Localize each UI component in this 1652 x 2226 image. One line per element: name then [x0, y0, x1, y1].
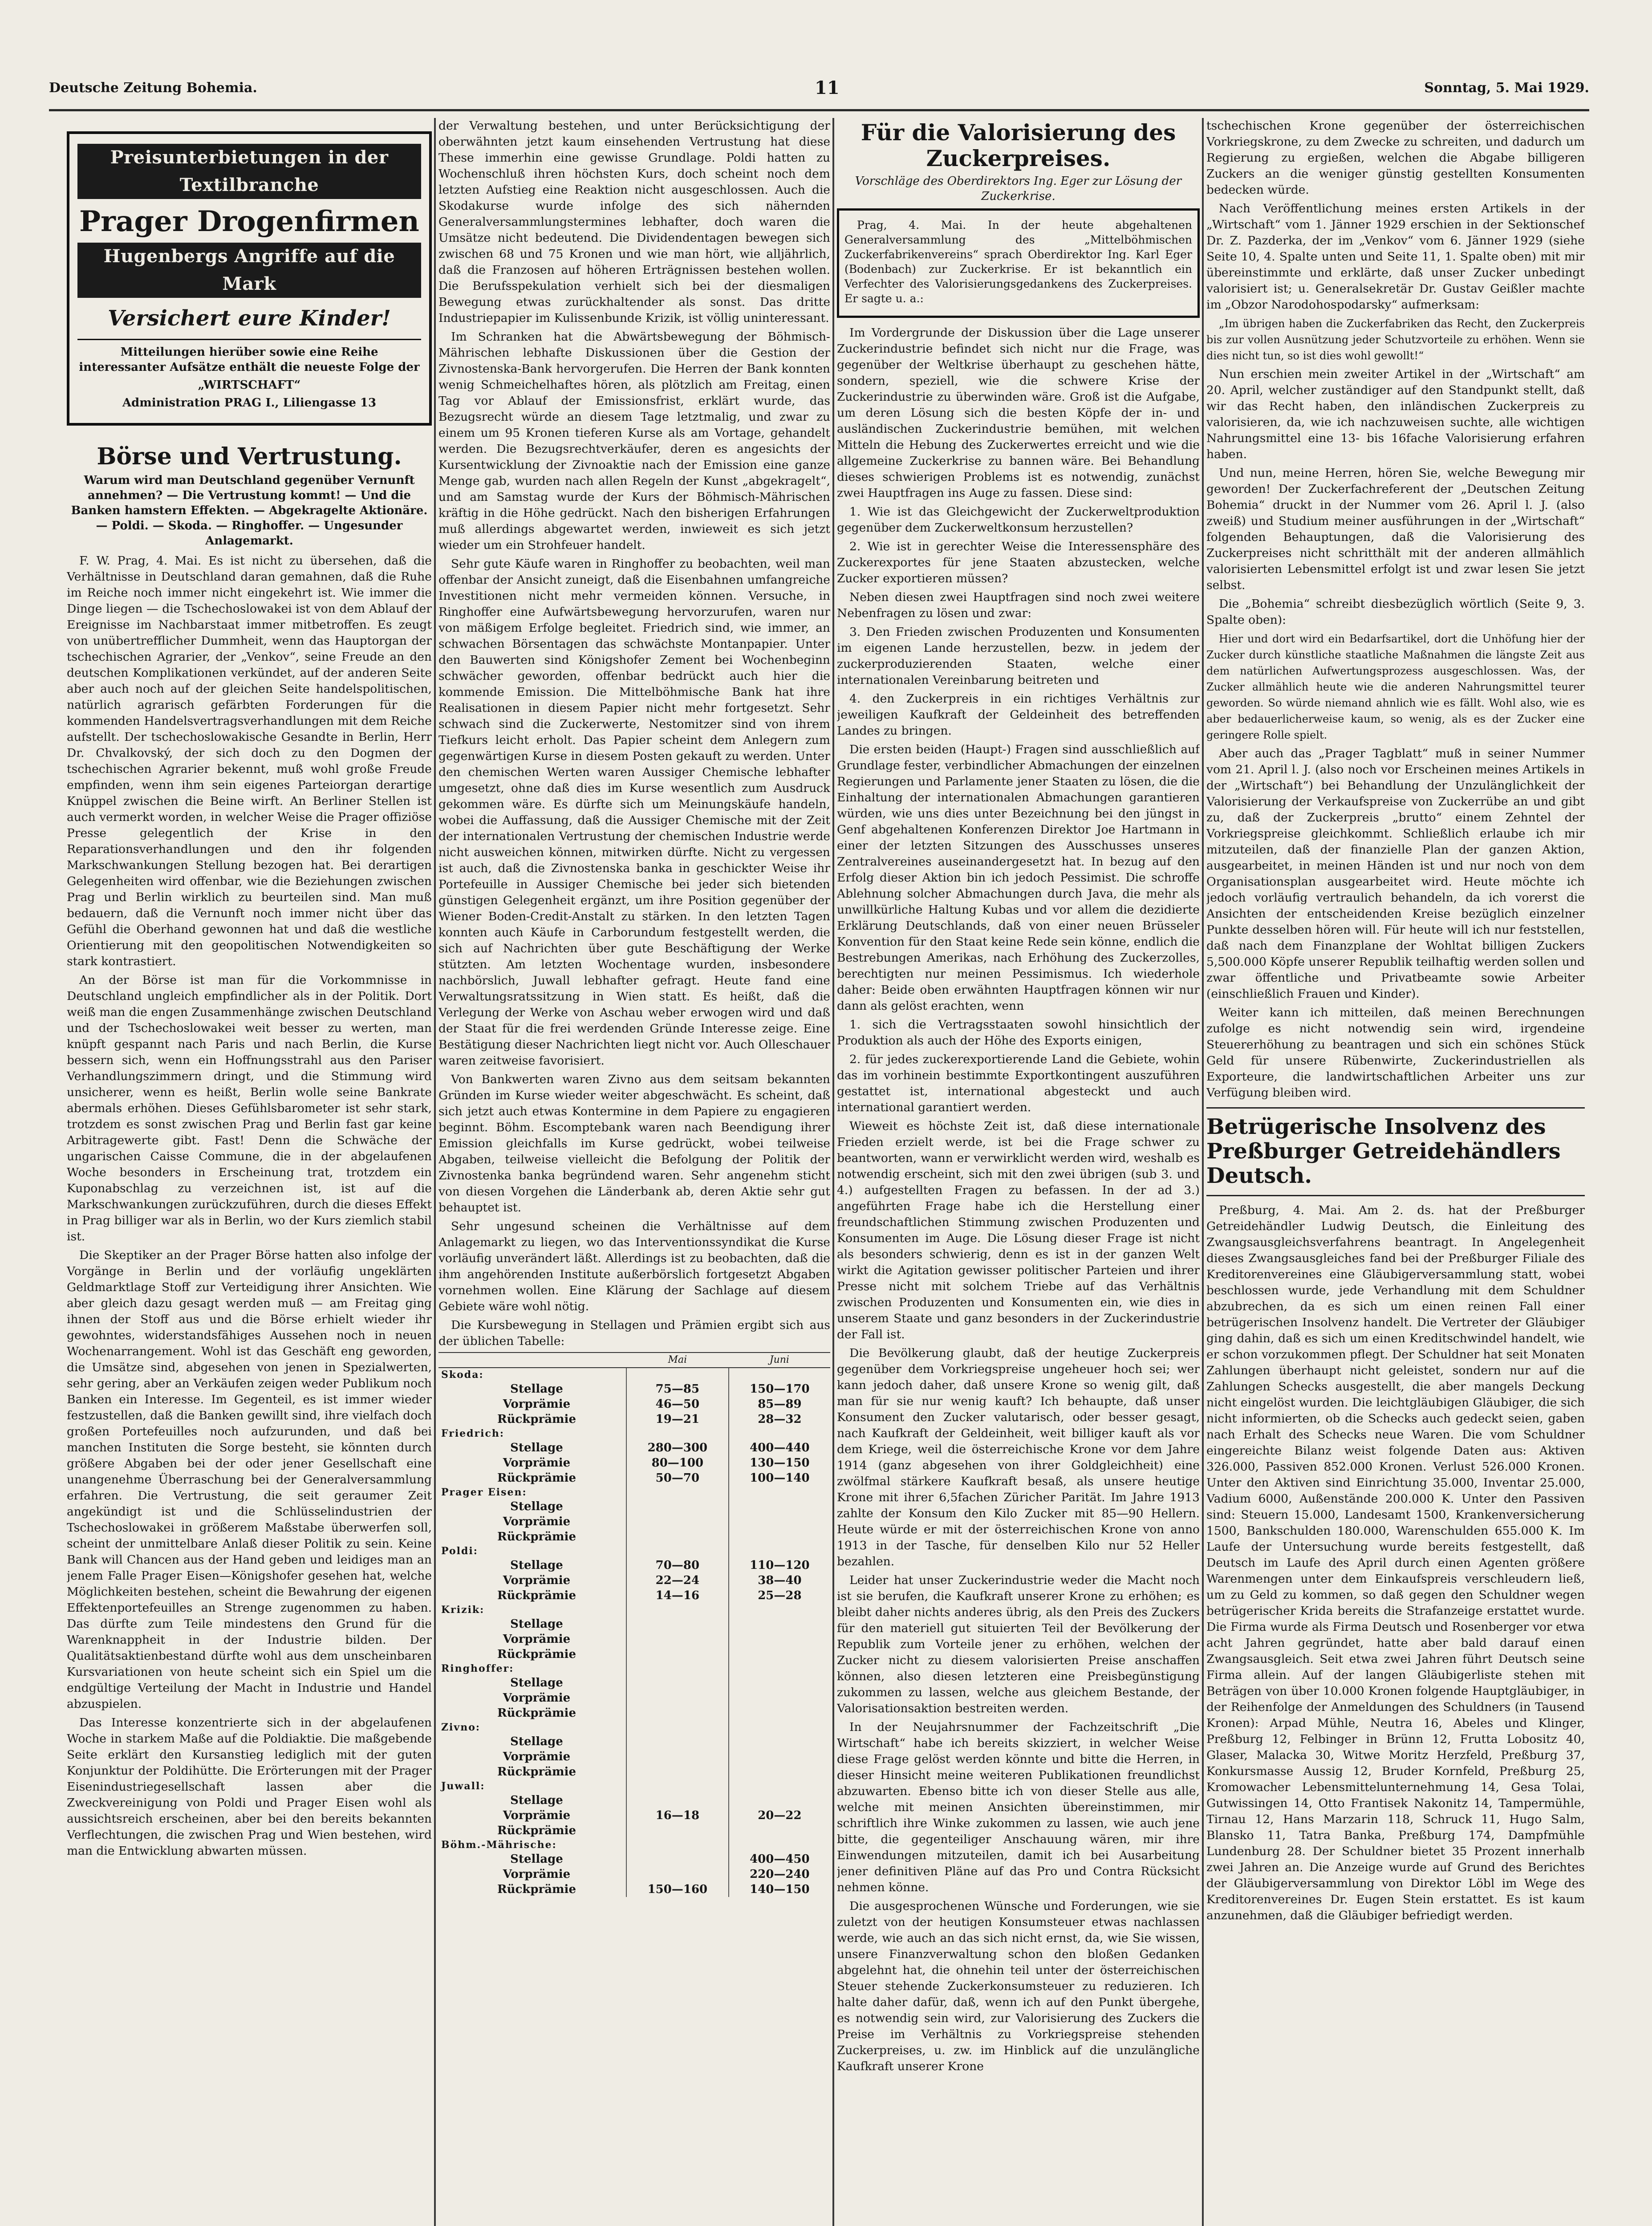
column-2	[438, 118, 830, 2226]
article-paragraph: Und nun, meine Herren, hören Sie, welche Bewegung mir geworden! Der Zuckerfachreferent der „Deutschen Zeitung Bohemia“ druckt in der Nummer vom 26. April l. J. (also zweiß) und Studium meiner ausführungen in der „Wirtschaft“ folgenden Behauptungen, daß die Valorisierung des Zuckerpreises nicht schritthält mit der anderen allmählich valorisierten Lebensmittel erfolgt ist und zwar lesen Sie jetzt selbst.	[1206, 466, 1585, 592]
article-headline: Betrügerische Insolvenz des Preßburger Getreidehändlers Deutsch.	[1206, 1114, 1561, 1189]
table-cell: 85—89	[729, 1397, 830, 1412]
table-row	[438, 1412, 830, 1427]
table-row	[438, 1852, 830, 1867]
table-row-label: Poldi:	[441, 1545, 478, 1557]
table-cell: 22—24	[626, 1573, 729, 1588]
table-group-row	[438, 1368, 830, 1381]
table-row-label: Krizik:	[441, 1604, 485, 1616]
table-row	[438, 1617, 830, 1632]
table-row-label: Ringhoffer:	[441, 1663, 514, 1674]
table-row-label: Rückprämie	[497, 1765, 576, 1779]
table-cell	[729, 1690, 830, 1706]
table-row-label: Rückprämie	[497, 1530, 576, 1544]
article-paragraph: Das Interesse konzentrierte sich in der abgelaufenen Woche in starkem Maße auf die Poldiaktie. Die maßgebende Seite erklärt den Kursanstieg lediglich mit der guten Konjunktur der Poldihütte. Die Erörterungen mit der Prager Eisenindustriegesellschaft lassen aber die Zweckvereinigung von Poldi und Prager Eisen wohl als aussichtsreich erscheinen, aber bei den bereits bekannten Verflechtungen, die zwischen Prag und Wien bestehen, wird man die Entwicklung abwarten müssen.	[67, 1715, 432, 1858]
table-row-label: Vorprämie	[503, 1868, 571, 1881]
article-paragraph: Von Bankwerten waren Zivno aus dem seitsam bekannten Gründen im Kurse wieder weiter abgeschwächt. Es scheint, daß sich jetzt auch etwas Kontermine in dem Papiere zu engagieren beginnt. Böhm. Escomptebank waren nach Beendigung ihrer Emission gleichfalls im Kurse gedrückt, wobei teilweise Abgaben, teilweise vielleicht die Befolgung der Politik der Zivnostenka banka begründend waren. Sehr angenehm sticht von diesen Vorgehen die Länderbank ab, deren Aktie sehr gut behauptet ist.	[438, 1072, 830, 1215]
table-row-label: Skoda:	[441, 1369, 484, 1381]
article-paragraph: Die ersten beiden (Haupt-) Fragen sind ausschließlich auf Grundlage fester, verbindlicher Abmachungen der einzelnen Regierungen und Parlamente jener Staaten zu lösen, die die Einhaltung der internationalen Abmachungen garantieren würden, wie uns dies unter Bezeichnung bei den jüngst in Genf abgehaltenen Konferenzen Direktor Joe Hartmann in einer der letzten Sitzungen des Ausschusses unseres Zentralvereines auseinandergesetzt hat. In bezug auf den Erfolg dieser Aktion bin ich jedoch Pessimist. Die schroffe Ablehnung solcher Abmachungen durch Java, die mehr als unwillkürliche Haltung Kubas und vor allem die dezidierte Erklärung Deutschlands, daß von einer neuen Brüsseler Konvention für den Staat keine Rede sein könne, endlich die Bestrebungen Amerikas, nach Erhöhung des Zuckerzolles, berechtigten nur meinen Pessimismus. Ich wiederhole daher: Beide oben erwähnten Hauptfragen können wir nur dann als gelöst erachten, wenn	[837, 743, 1200, 1013]
article-quote: „Im übrigen haben die Zuckerfabriken das Recht, den Zuckerpreis bis zur vollen Ausnützung jeder Schutzvorteile zu erhöhen. Wenn sie dies nicht tun, so ist dies wohl gewollt!“	[1206, 317, 1585, 362]
table-cell	[626, 1749, 729, 1764]
article-paragraph: An der Börse ist man für die Vorkommnisse in Deutschland ungleich empfindlicher als in der Politik. Dort weiß man die engen Zusammenhänge zwischen Deutschland und der Tschechoslowakei weit besser zu werten, man knüpft gespannt nach Paris und nach Berlin, die Kurse bessern sich, wenn ein Hoffnungsstrahl aus den Pariser Verhandlungszimmern dringt, und die Stimmung wird unsicherer, wenn es heißt, Berlin wolle seine Bankrate abermals erhöhen. Dieses Gefühlsbarometer ist sehr stark, trotzdem es sonst zwischen Prag und Berlin fast gar keine Arbitragewerte gibt. Fast! Denn die Schwäche der ungarischen Caisse Commune, die in der abgelaufenen Woche besonders in Erscheinung trat, trotzdem ein Kuponabschlag zu verzeichnen ist, ist auf die Markschwankungen zurückzuführen, durch die dieses Effekt in Prag billiger war als in Berlin, wo der Kurs ziemlich stabil ist.	[67, 973, 432, 1243]
article-paragraph: In der Neujahrsnummer der Fachzeitschrift „Die Wirtschaft“ habe ich bereits skizziert, in welcher Weise diese Frage gelöst werden könnte und bitte die Herren, in dieser Hinsicht meine weiteren Publikationen freundlichst abzuwarten. Ebenso bitte ich von dieser Stelle aus alle, welche mit meinen Ansichten übereinstimmen, mir schriftlich ihre Winke zukommen zu lassen, wie auch jene bitte, die gegenteiliger Anschauung wären, mir ihre Einwendungen mitzuteilen, damit ich bei Ausarbeitung jener definitiven Pläne auf das Pro und Contra Rücksicht nehmen könne.	[837, 1720, 1200, 1894]
table-row	[438, 1706, 830, 1721]
column-4	[1206, 118, 1585, 2226]
column-3	[837, 118, 1200, 2226]
table-row	[438, 1882, 830, 1897]
table-cell	[729, 1544, 830, 1558]
table-row-label: Vorprämie	[503, 1456, 571, 1470]
table-cell	[729, 1764, 830, 1779]
table-cell	[729, 1749, 830, 1764]
table-cell	[729, 1499, 830, 1514]
table-row	[438, 1690, 830, 1706]
table-cell: 220—240	[729, 1867, 830, 1882]
table-cell: 19—21	[626, 1412, 729, 1427]
intro-text: Prag, 4. Mai. In der heute abgehaltenen Generalversammlung des „Mittelböhmischen Zuckerfabrikenvereins“ sprach Oberdirektor Ing. Karl Eger (Bodenbach) zur Zuckerkrise. Er ist bekanntlich ein Verfechter des Valorisierungsgedankens des Zuckerpreises. Er sagte u. a.:	[844, 219, 1192, 305]
table-cell	[729, 1721, 830, 1734]
table-row-label: Stellage	[510, 1559, 563, 1572]
intro-box	[837, 208, 1200, 318]
table-row-label: Zivno:	[441, 1722, 480, 1733]
table-cell: 400—440	[729, 1440, 830, 1455]
table-row	[438, 1823, 830, 1838]
table-cell	[729, 1793, 830, 1808]
table-row-label: Stellage	[510, 1735, 563, 1748]
table-row-label: Rückprämie	[497, 1413, 576, 1426]
table-cell: 150—170	[729, 1381, 830, 1397]
ad-divider	[77, 339, 421, 340]
table-row	[438, 1867, 830, 1882]
table-cell	[626, 1529, 729, 1544]
table-cell	[729, 1514, 830, 1529]
table-cell: 100—140	[729, 1470, 830, 1486]
article-paragraph: Die Skeptiker an der Prager Börse hatten also infolge der Vorgänge in Berlin und der vorläufig ungeklärten Geldmarktlage Stoff zur Verteidigung ihrer Ansichten. Wie aber gleich dazu gesagt werden muß — am Freitag ging ihnen der Stoff aus und die Börse erhielt wieder ihr gewohntes, widerstandsfähiges Aussehen noch in neuen Wochenarrangement. Wohl ist das Geschäft eng geworden, die Umsätze sind, abgesehen von jenen in Spezialwerten, sehr gering, aber an Verkäufen zeigen weder Publikum noch Banken ein Interesse. Im Gegenteil, es ist immer wieder festzustellen, daß die Banken gewillt sind, ihre vielfach doch großen Portefeuilles noch aufzurunden, und daß bei manchen Instituten die Sorge besteht, sie könnten durch größere Abgaben bei der oder jener Gesellschaft eine unangenehme Überraschung bei der Generalversammlung erfahren. Die Vertrustung, die seit geraumer Zeit angekündigt ist und die Schlüsselindustrien der Tschechoslowakei in größerem Maßstabe überwerfen soll, scheint der unmittelbare Anlaß dieser Politik zu sein. Keine Bank will Chancen aus der Hand geben und leidiges man an jenem Falle Prager Eisen—Königshofer gesehen hat, welche Möglichkeiten bestehen, scheint die Bewahrung der eigenen Effektenportefeuilles an Strenge zugenommen zu haben. Das dürfte zum Teile mindestens den Grund für die Warenknappheit in der Industrie bilden. Der Qualitätsaktienbestand dürfte wohl aus dem unscheinbaren Kursvariationen von heute scheint sich ein Spiel um die endgültige Verteilung der Macht in Industrie und Handel abzuspielen.	[67, 1248, 432, 1711]
ad-line-drogen: Prager Drogenfirmen	[79, 205, 419, 238]
table-row-label: Vorprämie	[503, 1809, 571, 1822]
article-paragraph: Sehr ungesund scheinen die Verhältnisse auf dem Anlagemarkt zu liegen, wo das Interventionssyndikat die Kurse vorläufig unverändert läßt. Allerdings ist zu beobachten, daß die ihm angehörenden Institute außerbörslich fortgesetzt Abgaben vornehmen wollen. Eine Klärung der Sachlage auf diesem Gebiete wäre wohl nötig.	[438, 1219, 830, 1313]
table-row	[438, 1397, 830, 1412]
ad-description: Mitteilungen hierüber sowie eine Reihe interessanter Aufsätze enthält die neueste Folge der	[79, 345, 420, 374]
table-row	[438, 1558, 830, 1573]
table-row	[438, 1573, 830, 1588]
table-cell	[626, 1779, 729, 1793]
article-subhead: Vorschläge des Oberdirektors Ing. Eger zur Lösung der Zuckerkrise.	[855, 175, 1182, 203]
table-row-label: Vorprämie	[503, 1574, 571, 1587]
table-row	[438, 1514, 830, 1529]
table-cell	[729, 1617, 830, 1632]
table-cell: 140—150	[729, 1882, 830, 1897]
article-paragraph: 2. Wie ist in gerechter Weise die Interessensphäre des Zuckerexportes für jene Staaten abzustecken, welche Zucker exportieren müssen?	[837, 540, 1200, 585]
table-cell	[729, 1706, 830, 1721]
table-cell	[626, 1734, 729, 1749]
table-row	[438, 1647, 830, 1662]
table-row-label: Stellage	[510, 1500, 563, 1513]
article-paragraph: 2. für jedes zuckerexportierende Land die Gebiete, wohin das im vorhinein bestimmte Exportkontingent auszuführen gestattet ist, international abgesteckt und auch international garantiert werden.	[837, 1052, 1200, 1114]
table-cell: 70—80	[626, 1558, 729, 1573]
article-paragraph: 3. Den Frieden zwischen Produzenten und Konsumenten im eigenen Lande herzustellen, bezw. in jedem der zuckerproduzierenden Staaten, welche einer internationalen Vereinbarung beitreten und	[837, 625, 1200, 687]
article-paragraph: Weiter kann ich mitteilen, daß meinen Berechnungen zufolge es nicht notwendig sein wird, irgendeine Steuererhöhung zu beantragen und sich ein schönes Stück Geld für unsere Rübenwirte, Zuckerindustriellen als Exporteure, die landwirtschaftlichen Arbeiter uns zur Verfügung bleiben wird.	[1206, 1006, 1585, 1100]
table-cell: 25—28	[729, 1588, 830, 1603]
table-cell	[626, 1675, 729, 1690]
ad-address: Administration PRAG I., Liliengasse 13	[122, 396, 377, 410]
table-cell	[626, 1690, 729, 1706]
article-paragraph: Leider hat unser Zuckerindustrie weder die Macht noch ist sie berufen, die Kaufkraft unserer Krone zu erhöhen; es bleibt daher nichts anderes übrig, als den Preis des Zuckers für den materiell gut situierten Teil der Bevölkerung der Republik zum Vorteile jener zu erhöhen, welchen der Zucker nicht zu diesem valorisierten Preise anschaffen können, also diesen letzteren eine Preisbegünstigung zukommen zu lassen, welche aus gleichem Bestande, der Valorisationsaktion bestreiten werden.	[837, 1573, 1200, 1715]
table-row-label: Vorprämie	[503, 1750, 571, 1763]
premium-table	[438, 1352, 830, 1897]
table-cell	[729, 1823, 830, 1838]
table-cell	[729, 1662, 830, 1675]
table-cell: 80—100	[626, 1455, 729, 1470]
table-row-label: Stellage	[510, 1794, 563, 1807]
table-row	[438, 1632, 830, 1647]
table-row-label: Rückprämie	[497, 1883, 576, 1896]
table-cell	[729, 1779, 830, 1793]
table-row-label: Stellage	[510, 1617, 563, 1631]
article-paragraph: Sehr gute Käufe waren in Ringhoffer zu beobachten, weil man offenbar der Ansicht zuneigt, daß die Eisenbahnen umfangreiche Investitionen nicht mehr vermeiden können. Versuche, in Ringhoffer eine Aufwärtsbewegung hervorzurufen, waren nur von mäßigem Erfolge begleitet. Friedrich sind, wie immer, an schwachen Börsentagen das schwächste Montanpapier. Unter den Bauwerten sind Königshofer Zement bei Wochenbeginn schwächer geworden, offenbar bedrückt auch hier die kommende Emission. Die Mittelböhmische Bank hat ihre Realisationen in diesem Papier nicht mehr fortgesetzt. Sehr schwach sind die Zuckerwerte, Nestomitzer sind von ihrem Tiefkurs leicht erholt. Das Papier scheint dem Anlegern zum gegenwärtigen Kurse in diesem Posten gekauft zu werden. Unter den chemischen Werten waren Aussiger Chemische lebhafter umgesetzt, ohne daß dies im Kurse wesentlich zum Ausdruck gekommen wäre. Es dürfte sich um Meinungskäufe handeln, wobei die Auffassung, daß die Aussiger Chemische mit der Zeit der internationalen Vertrustung der chemischen Industrie werde nicht ausweichen können, mitwirken dürfte. Nicht zu vergessen ist auch, daß die Zivnostenska banka in geschickter Weise ihr Portefeuille in Aussiger Chemische bei jeder sich bietenden günstigen Gelegenheit ergänzt, um ihre Position gegenüber der Wiener Boden-Credit-Anstalt zu stärken. In den letzten Tagen konnten auch Käufe in Carborundum festgestellt werden, die sich auf Nachrichten über gute Beschäftigung der Werke stützten. Am letzten Wochentage wurden, insbesondere nachbörslich, Juwall lebhafter gefragt. Heute fand eine Verwaltungsratssitzung in Wien statt. Es heißt, daß die Verlegung der Werke von Aschau weber erwogen wird und daß der Staat für die frei werdenden Gründe Interesse zeige. Eine Bestätigung dieser Nachrichten liegt nicht vor. Auch Olleschauer waren zeitweise favorisiert.	[438, 557, 830, 1068]
table-cell	[729, 1632, 830, 1647]
table-body	[438, 1368, 830, 1897]
table-cell	[626, 1793, 729, 1808]
table-row-label: Friedrich:	[441, 1428, 505, 1439]
table-row-label: Vorprämie	[503, 1397, 571, 1411]
table-cell	[729, 1486, 830, 1499]
table-cell	[626, 1544, 729, 1558]
table-cell	[729, 1838, 830, 1852]
table-row-label: Rückprämie	[497, 1471, 576, 1485]
article-paragraph: Die ausgesprochenen Wünsche und Forderungen, wie sie zuletzt von der heutigen Konsumsteuer etwas nachlassen werde, wie auch an das sich nicht ernst, da, wie Sie wissen, unsere Finanzverwaltung schon den bloßen Gedanken abgelehnt hat, die ohnehin teil unter der österreichischen Steuer stehende Zuckerkonsumsteuer zu reduzieren. Ich halte daher dafür, daß, wenn ich auf den Punkt übergehe, es notwendig sein wird, zur Valorisierung des Zuckers die Preise im Verhältnis zu Vorkriegspreise stehenden Zuckerpreises, u. zw. im Hinblick auf die unzulängliche Kaufkraft unserer Krone	[837, 1899, 1200, 2073]
table-row	[438, 1764, 830, 1779]
table-cell	[626, 1368, 729, 1381]
column-divider	[1202, 118, 1204, 2226]
table-row-label: Rückprämie	[497, 1706, 576, 1720]
table-header: Mai	[626, 1353, 729, 1368]
table-cell	[626, 1499, 729, 1514]
table-row	[438, 1440, 830, 1455]
table-cell	[729, 1368, 830, 1381]
table-row-label: Rückprämie	[497, 1589, 576, 1602]
table-cell	[626, 1486, 729, 1499]
table-header	[438, 1353, 626, 1368]
table-group-row	[438, 1486, 830, 1499]
table-cell	[626, 1706, 729, 1721]
table-row-label: Stellage	[510, 1441, 563, 1454]
table-row-label: Vorprämie	[503, 1633, 571, 1646]
table-row-label: Vorprämie	[503, 1515, 571, 1528]
header-rule	[49, 109, 1589, 111]
table-cell	[626, 1427, 729, 1440]
article-paragraph: Die „Bohemia“ schreibt diesbezüglich wörtlich (Seite 9, 3. Spalte oben):	[1206, 597, 1585, 627]
table-cell: 14—16	[626, 1588, 729, 1603]
table-cell: 46—50	[626, 1397, 729, 1412]
table-cell: 280—300	[626, 1440, 729, 1455]
table-cell	[729, 1427, 830, 1440]
table-row-label: Prager Eisen:	[441, 1487, 527, 1498]
table-cell	[626, 1823, 729, 1838]
table-cell: 20—22	[729, 1808, 830, 1823]
column-divider	[832, 118, 834, 2226]
table-cell	[626, 1764, 729, 1779]
table-cell: 50—70	[626, 1470, 729, 1486]
table-cell: 28—32	[729, 1412, 830, 1427]
article-divider	[1206, 1107, 1585, 1109]
table-cell	[626, 1632, 729, 1647]
table-row	[438, 1734, 830, 1749]
article-quote: Hier und dort wird ein Bedarfsartikel, dort die Unhöfung hier der Zucker durch künstliche staatliche Maßnahmen die längste Zeit aus dem natürlichen Aufwertungsprozess ausgeschlossen. Was, der Zucker allmählich heute wie die anderen Nahrungsmittel teurer geworden. So würde niemand ahnlich wie es fällt. Wohl also, wie es aber bedauerlicherweise kaum, so wenig, als es der Zucker eine geringere Rolle spielt.	[1206, 633, 1585, 741]
table-cell: 16—18	[626, 1808, 729, 1823]
table-row	[438, 1749, 830, 1764]
masthead-title: Deutsche Zeitung Bohemia.	[49, 80, 257, 96]
article-paragraph: tschechischen Krone gegenüber der österreichischen Vorkriegskrone, zu dem Zwecke zu schreiten, und dadurch um Regierung zu ergießen, welchen die Abgabe billigeren Zuckers an die weniger günstig gestellten Konsumenten bedecken würde.	[1206, 119, 1585, 197]
issue-date: Sonntag, 5. Mai 1929.	[1424, 80, 1589, 96]
table-group-row	[438, 1721, 830, 1734]
column-divider	[434, 118, 436, 2226]
table-cell	[729, 1647, 830, 1662]
table-group-row	[438, 1603, 830, 1617]
table-row	[438, 1455, 830, 1470]
article-paragraph: Die Bevölkerung glaubt, daß der heutige Zuckerpreis gegenüber dem Vorkriegspreise ungeheuer hoch sei; wer kann jedoch daher, daß unsere Krone so wenig gilt, daß man für sie nur wenig kauft? Ich behaupte, daß unser Konsument den Zucker valutarisch, oder besser gesagt, nach Kaufkraft der Geldeinheit, weit billiger kauft als vor dem Kriege, weil die österreichische Krone vor dem Jahre 1914 (ganz abgesehen von ihrer Goldgleichheit) eine zwölfmal stärkere Kaufkraft besaß, als unsere heutige Krone mit ihrer 6,5fachen Züricher Parität. Im Jahre 1913 zahlte der Konsum den Kilo Zucker mit 85—90 Hellern. Heute würde er mit der österreichischen Krone von anno 1913 in der Tasche, für denselben Kilo nur 52 Heller bezahlen.	[837, 1346, 1200, 1568]
ad-line-kinder: Versichert eure Kinder!	[107, 306, 391, 331]
table-row	[438, 1808, 830, 1823]
table-row	[438, 1588, 830, 1603]
table-row	[438, 1470, 830, 1486]
table-cell	[626, 1647, 729, 1662]
table-cell	[729, 1734, 830, 1749]
table-cell	[626, 1617, 729, 1632]
table-cell	[626, 1514, 729, 1529]
article-headline: Für die Valorisierung des Zuckerpreises.	[861, 119, 1176, 171]
table-cell: 110—120	[729, 1558, 830, 1573]
table-cell	[729, 1675, 830, 1690]
article-paragraph: Im Schranken hat die Abwärtsbewegung der Böhmisch-Mährischen lebhafte Diskussionen über die Gestion der Zivnostenska-Bank hervorgerufen. Die Herren der Bank konnten wenig Schmeichelhaftes hören, als plötzlich am Freitag, einen Tag vor Ablauf der Emissionsfrist, erklärt wurde, das Bezugsrecht würde an diesem Tage letztmalig, und zwar zu einem um 95 Kronen tieferen Kurse als am Vortage, gehandelt werden. Die Bezugsrechtverkäufer, deren es angesichts der Kursentwicklung der Zivnoaktie nach der Emission eine ganze Menge gab, wurden nach allen Regeln der Kunst „abgekragelt“, und am Samstag wurde der Kurs der Böhmisch-Mährischen kräftig in die Höhe gedrückt. Nach den bisherigen Erfahrungen muß allerdings abgewartet werden, inwieweit es sich jetzt wieder um ein Strohfeuer handelt.	[438, 330, 830, 552]
table-group-row	[438, 1427, 830, 1440]
article-paragraph: Neben diesen zwei Hauptfragen sind noch zwei weitere Nebenfragen zu lösen und zwar:	[837, 590, 1200, 620]
table-cell	[626, 1852, 729, 1867]
article-paragraph: der Verwaltung bestehen, und unter Berücksichtigung der oberwähnten jetzt kaum einsehenden Vertrustung hat diese These immerhin eine gewisse Grundlage. Poldi hatten zu Wochenschluß ihren höchsten Kurs, doch scheint noch dem letzten Aufstieg eine Reaktion nicht ausgeschlossen. Auch die Skodakurse wurde infolge des sich nähernden Generalversammlungstermines lebhafter, doch waren die Umsätze nicht bedeutend. Die Dividendentagen bewegen sich zwischen 68 und 75 Kronen und wie man hört, wie alljährlich, daß die Franzosen auf höheren Erträgnissen bestehen wollen. Die Berufsspekulation verhielt sich bei der diesmaligen Bewegung etwas zurückhaltender als sonst. Das dritte Industriepapier im Kulissenbunde Krizik, ist völlig uninteressant.	[438, 119, 830, 325]
table-cell	[626, 1603, 729, 1617]
table-cell	[626, 1721, 729, 1734]
article-paragraph: 4. den Zuckerpreis in ein richtiges Verhältnis zur jeweiligen Kaufkraft der Geldeinheit des betreffenden Landes zu bringen.	[837, 692, 1200, 738]
article-paragraph: Nach Veröffentlichung meines ersten Artikels in der „Wirtschaft“ vom 1. Jänner 1929 erschien in der Sektionschef Dr. Z. Pazderka, der im „Venkov“ vom 6. Jänner 1929 (siehe Seite 10, 4. Spalte unten und Seite 11, 1. Spalte oben) mit mir übereinstimmte und erklärte, daß unser Zucker unbedingt valorisiert ist; u. Generalsekretär Dr. Gustav Geißler machte im „Obzor Narodohospodarsky“ aufmerksam:	[1206, 202, 1585, 312]
article-paragraph: Preßburg, 4. Mai. Am 2. ds. hat der Preßburger Getreidehändler Ludwig Deutsch, die Einleitung des Zwangsausgleichsverfahrens beantragt. In Angelegenheit dieses Zwangsausgleiches fand bei der Preßburger Filiale des Kreditorenvereines eine Gläubigerversammlung statt, wobei beschlossen wurde, jede Verhandlung mit dem Schuldner abzubrechen, da es sich um einen reinen Fall einer betrügerischen Insolvenz handelt. Die Vertreter der Gläubiger ging dahin, daß es sich um einen Kreditschwindel handelt, wie er schon vorzukommen pflegt. Der Schuldner hat seit Monaten Zahlungen überhaupt nicht geleistet, sondern nur auf die Zahlungen Schecks ausgestellt, die aber mangels Deckung nicht eingelöst wurden. Die leichtgläubigen Gläubiger, die sich nicht informierten, ob die Schecks auch gedeckt seien, gaben nach Erhalt des Schecks neue Waren. Die vom Schuldner eingereichte Bilanz weist folgende Daten aus: Aktiven 326.000, Passiven 852.000 Kronen. Verlust 526.000 Kronen. Unter den Aktiven sind Einrichtung 35.000, Inventar 25.000, Vadium 6000, Außenstände 200.000 K. Unter den Passiven sind: Steuern 15.000, Landesamt 1500, Krankenversicherung 1500, Bankschulden 180.000, Warenschulden 655.000 K. Im Laufe der Untersuchung wurde bereits festgestellt, daß Deutsch im Laufe des April durch einen Agenten größere Warenmengen unter dem Einkaufspreis verschleudern ließ, um zu Geld zu kommen, so daß gegen den Schuldner wegen betrügerischer Krida bereits die Strafanzeige erstattet wurde. Die Firma wurde als Firma Deutsch und Rosenberger vor etwa acht Jahren gegründet, hatte aber bald darauf einen Zwangsausgleich. Seit etwa zwei Jahren führt Deutsch seine Firma allein. Auf der langen Gläubigerliste stehen mit Beträgen von über 10.000 Kronen folgende Hauptgläubiger, in der Reihenfolge der Anmeldungen des Schuldners (in Tausend Kronen): Arpad Mühle, Neutra 16, Abeles und Klinger, Preßburg 12, Felbinger in Brünn 12, Frutta Lobositz 40, Glaser, Malacka 30, Witwe Moritz Herzfeld, Preßburg 37, Konkursmasse Aussig 12, Bruder Kornfeld, Preßburg 25, Kromowacher Lebensmittelunternehmung 14, Gesa Tolai, Gutwissingen 14, Otto Frantisek Nakonitz 14, Tampermühle, Tirnau 12, Hans Marzarin 118, Schruck 11, Hugo Salm, Blansko 11, Tatra Banka, Preßburg 174, Dampfmühle Lundenburg 28. Der Schuldner bietet 35 Prozent innerhalb zwei Jahren an. Die Anzeige wurde auf Grund des Berichtes der Gläubigerversammlung von Direktor Löbl im Wege des Kreditorenvereines Dr. Eugen Stein erstattet. Es ist kaum anzunehmen, daß die Gläubiger befriedigt werden.	[1206, 1203, 1585, 1922]
table-row	[438, 1793, 830, 1808]
table-group-row	[438, 1838, 830, 1852]
ad-publication-name: „WIRTSCHAFT“	[198, 378, 301, 392]
table-row-label: Rückprämie	[497, 1824, 576, 1837]
table-cell: 400—450	[729, 1852, 830, 1867]
table-cell	[729, 1529, 830, 1544]
page-number: 11	[815, 77, 840, 98]
table-cell: 75—85	[626, 1381, 729, 1397]
table-group-row	[438, 1544, 830, 1558]
table-row	[438, 1381, 830, 1397]
article-subhead: Warum wird man Deutschland gegenüber Vernunft annehmen? — Die Vertrustung kommt! — Und die Banken hamstern Effekten. — Abgekragelte Aktionäre. — Poldi. — Skoda. — Ringhoffer. — Ungesunder Anlagemarkt.	[71, 473, 428, 548]
table-cell	[626, 1662, 729, 1675]
ad-line-hugenberg: Hugenbergs Angriffe auf die Mark	[77, 243, 421, 298]
article-headline: Börse und Vertrustung.	[97, 443, 402, 470]
table-row-label: Böhm.-Mährische:	[441, 1839, 557, 1851]
running-head	[49, 77, 1589, 120]
article-paragraph: Wieweit es höchste Zeit ist, daß diese internationale Frieden erzielt werde, ist bei die Frage schwer zu beantworten, wann er verwirklicht werden wird, weshalb es notwendig erscheint, sich mit den zwei übrigen (sub 3. und 4.) aufgestellten Fragen zu befassen. In der ad 3.) angeführten Frage habe ich die Herstellung einer freundschaftlichen Stimmung zwischen Produzenten und Konsumenten im Auge. Die Lösung dieser Frage ist nicht als besonders schwierig, denn es ist in der ganzen Welt wirkt die Agitation gewisser politischer Parteien und ihrer Presse nicht mit solchem Triebe auf das Verhältnis zwischen Produzenten und Konsumenten ein, wie dies in unserem Staate und ganz besonders in der Zuckerindustrie der Fall ist.	[837, 1119, 1200, 1341]
article-paragraph: 1. Wie ist das Gleichgewicht der Zuckerweltproduktion gegenüber dem Zuckerweltkonsum herzustellen?	[837, 505, 1200, 535]
table-header: Juni	[729, 1353, 830, 1368]
table-cell: 130—150	[729, 1455, 830, 1470]
article-paragraph: Nun erschien mein zweiter Artikel in der „Wirtschaft“ am 20. April, welcher zuständiger auf den Standpunkt stellt, daß wir das Recht haben, den inländischen Zuckerpreis zu valorisieren, da, wie ich nachzuweisen suchte, alle wichtigen Nahrungsmittel eine 13- bis 16fache Valorisierung erfahren haben.	[1206, 367, 1585, 461]
article-divider	[1206, 1195, 1585, 1196]
table-group-row	[438, 1779, 830, 1793]
article-paragraph: Die Kursbewegung in Stellagen und Prämien ergibt sich aus der üblichen Tabelle:	[438, 1318, 830, 1348]
table-row-label: Stellage	[510, 1852, 563, 1866]
table-row-label: Stellage	[510, 1676, 563, 1690]
table-row-label: Juwall:	[441, 1780, 485, 1792]
table-row	[438, 1499, 830, 1514]
table-cell: 38—40	[729, 1573, 830, 1588]
advertisement-box	[67, 131, 432, 426]
article-paragraph: Aber auch das „Prager Tagblatt“ muß in seiner Nummer vom 21. April l. J. (also noch vor Erscheinen meines Artikels in der „Wirtschaft“) bei Behandlung der Unzulänglichkeit der Valorisierung der Verkaufspreise von Zuckerrübe an und gibt zu, daß der Zuckerpreis „brutto“ einem Zehntel der Vorkriegspreise gleichkommt. Schließlich erlaube ich mir mitzuteilen, daß der finanzielle Plan der ganzen Aktion, ausgearbeitet, in meinen Händen ist und nur noch von dem Organisationsplan ausgearbeitet wird. Heute möchte ich jedoch vorläufig vertraulich behandeln, da ich vorerst die Ansichten der entscheidenden Kreise bezüglich einzelner Punkte desselben hören will. Für heute will ich nur feststellen, daß nach dem Finanzplane der Wohltat billigen Zuckers 5,500.000 Köpfe unserer Republik teilhaftig werden sollen und zwar öffentliche und Privatbeamte sowie Arbeiter (einschließlich Frauen und Kinder).	[1206, 747, 1585, 1001]
table-row-label: Stellage	[510, 1382, 563, 1396]
table-group-row	[438, 1662, 830, 1675]
table-cell	[729, 1603, 830, 1617]
table-row-label: Rückprämie	[497, 1648, 576, 1661]
table-cell	[626, 1867, 729, 1882]
table-row-label: Vorprämie	[503, 1691, 571, 1705]
article-paragraph: F. W. Prag, 4. Mai. Es ist nicht zu übersehen, daß die Verhältnisse in Deutschland daran gemahnen, daß die Ruhe im Reiche noch immer nicht eingekehrt ist. Wie immer die Dinge liegen — die Tschechoslowakei ist von dem Ablauf der Ereignisse im Nachbarstaat immer mitbetroffen. Es zeugt von unübertrefflicher Dummheit, wenn das Hauptorgan der tschechischen Agrarier, der „Venkov“, seine Freude an den deutschen Komplikationen verkündet, auf der anderen Seite aber auch noch auf der gleichen Seite handelspolitischen, natürlich agrarisch gefärbten Forderungen für die kommenden Handelsvertragsverhandlungen mit dem Reiche aufstellt. Der tschechoslowakische Gesandte in Berlin, Herr Dr. Chvalkovský, der sich doch zu den Dogmen der tschechischen Agrarier bekennt, muß wohl große Freude empfinden, wenn ihm sein eigenes Parteiorgan derartige Knüppel zwischen die Beine wirft. An Berliner Stellen ist auch vermerkt worden, in welcher Weise die Prager offiziöse Presse gelegentlich der Krise in den Reparationsverhandlungen und den ihr folgenden Markschwankungen Stellung bezogen hat. Bei derartigen Gelegenheiten wird offenbar, wie die Beziehungen zwischen Prag und Berlin wirklich zu beurteilen sind. Man muß bedauern, daß die Vernunft noch immer nicht über das Gefühl die Oberhand gewonnen hat und daß die westliche Orientierung mit den geopolitischen Notwendigkeiten so stark kontrastiert.	[67, 553, 432, 968]
article-paragraph: Im Vordergrunde der Diskussion über die Lage unserer Zuckerindustrie befindet sich nicht nur die Frage, was gegenüber der Weltkrise überhaupt zu geschehen hätte, sondern, speziell, wie die schwere Krise der Zuckerindustrie zu überwinden wäre. Groß ist die Aufgabe, um deren Lösung sich die besten Köpfe der in- und ausländischen Zuckerindustrie bemühen, mit welchen Mitteln die Hebung des Zuckerwertes erreicht und wie die allgemeine Zuckerkrise zu bannen wäre. Bei Behandlung dieses schwierigen Problems ist es notwendig, zunächst zwei Hauptfragen ins Auge zu fassen. Diese sind:	[837, 326, 1200, 500]
table-cell	[626, 1838, 729, 1852]
column-1	[67, 118, 432, 2226]
article-paragraph: 1. sich die Vertragsstaaten sowohl hinsichtlich der Produktion als auch der Höhe des Exports einigen,	[837, 1018, 1200, 1048]
table-row	[438, 1529, 830, 1544]
ad-line-textile: Preisunterbietungen in der Textilbranche	[77, 144, 421, 199]
table-row	[438, 1675, 830, 1690]
table-cell: 150—160	[626, 1882, 729, 1897]
